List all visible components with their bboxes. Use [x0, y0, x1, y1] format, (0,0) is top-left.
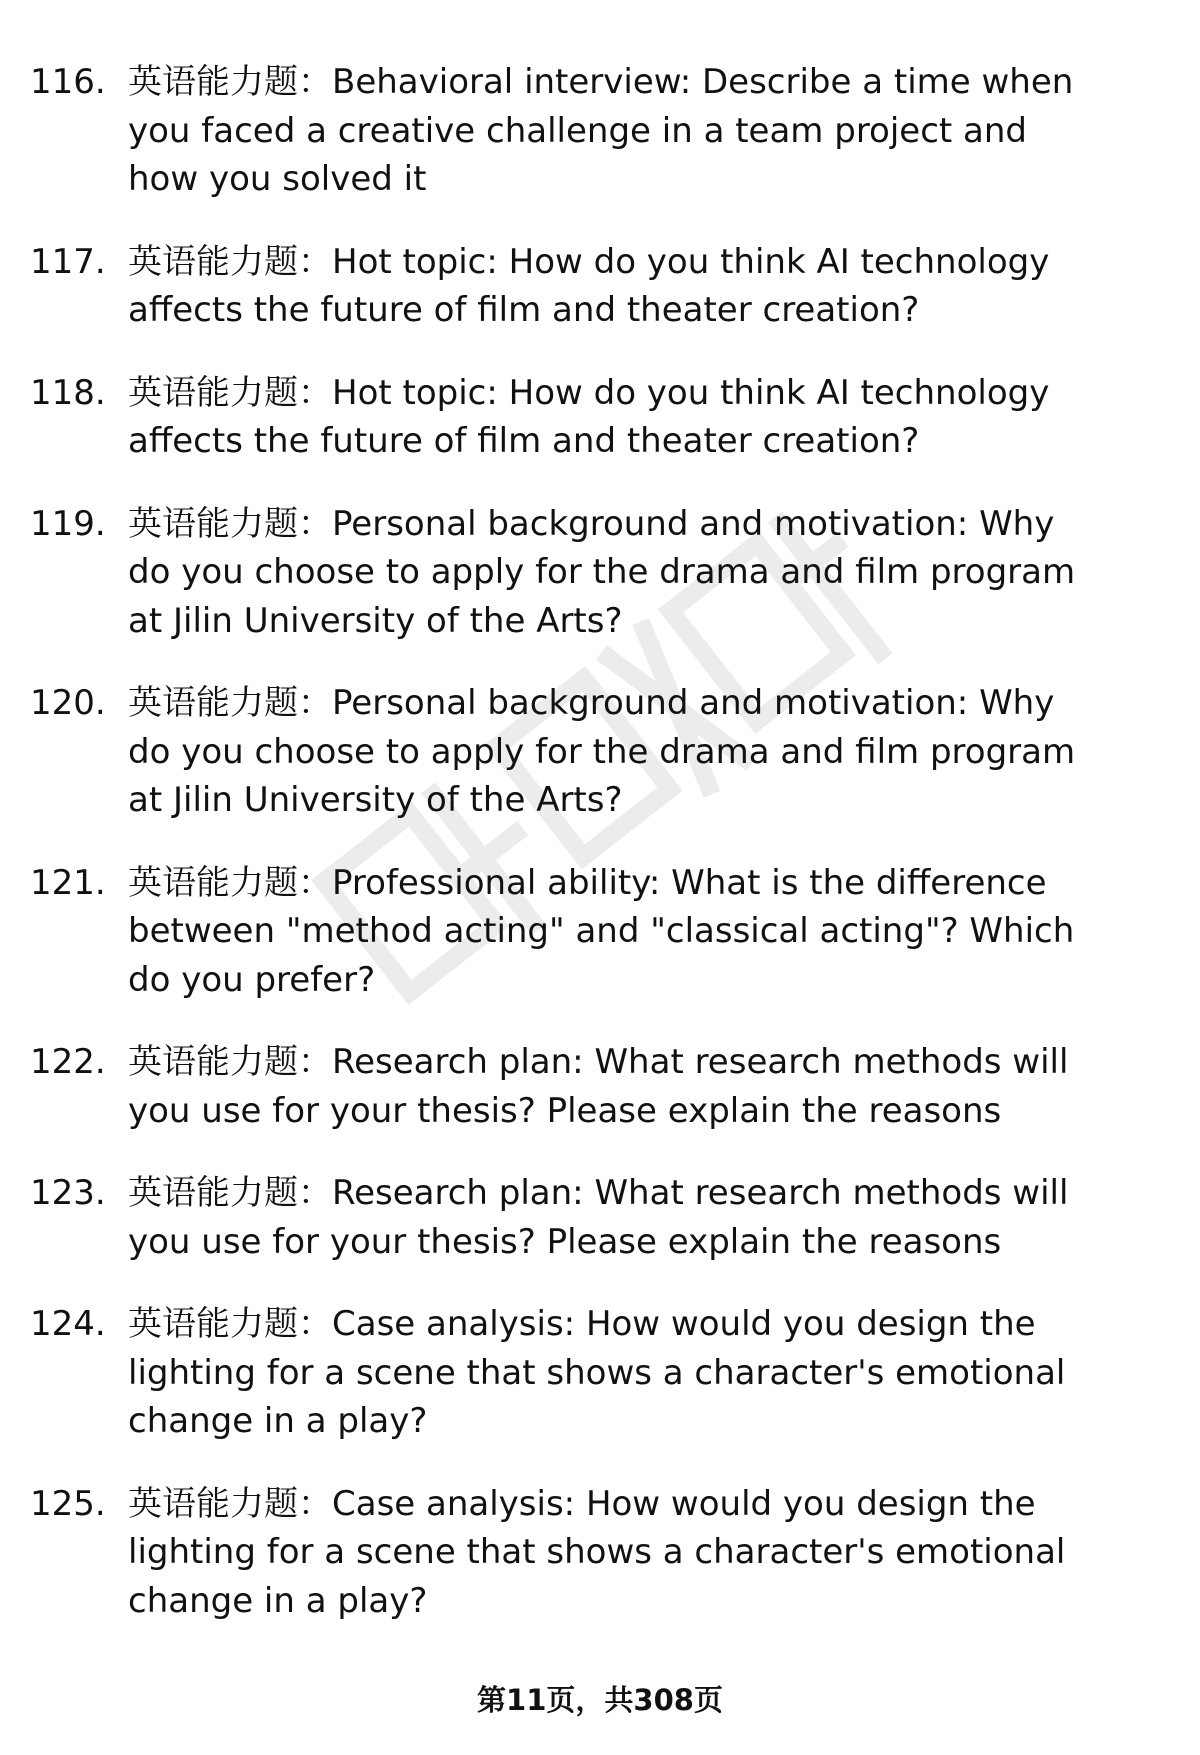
page-footer: 第11页，共308页	[477, 1683, 723, 1717]
question-item	[30, 369, 1092, 466]
question-text: Hot topic: How do you think AI technology affects the future of film and theater creation?	[128, 372, 1050, 461]
question-item	[30, 859, 1092, 1005]
question-text: Personal background and motivation: Why do you choose to apply for the drama and film program at Jilin University of the Arts?	[128, 503, 1076, 641]
question-number: 120.	[30, 683, 106, 723]
question-item	[30, 1480, 1092, 1626]
question-item	[30, 1300, 1092, 1446]
question-text: Hot topic: How do you think AI technology affects the future of film and theater creation?	[128, 241, 1050, 330]
question-item	[30, 1169, 1092, 1266]
question-number: 123.	[30, 1173, 106, 1213]
question-category: 英语能力题：	[128, 1173, 332, 1213]
question-number: 119.	[30, 503, 106, 544]
question-category: 英语能力题：	[128, 62, 332, 102]
question-text: Case analysis: How would you design the lighting for a scene that shows a character's emotional change in a play?	[128, 1304, 1066, 1441]
question-text: Behavioral interview: Describe a time when you faced a creative challenge in a team project and how you solved it	[128, 62, 1074, 199]
question-number: 118.	[30, 372, 106, 413]
question-number: 125.	[30, 1483, 106, 1524]
question-list	[0, 58, 1200, 1625]
question-category: 英语能力题：	[128, 241, 332, 282]
question-category: 英语能力题：	[128, 1304, 332, 1344]
question-number: 124.	[30, 1304, 106, 1344]
question-text: Research plan: What research methods will you use for your thesis? Please explain the reasons	[128, 1173, 1069, 1262]
question-item	[30, 58, 1092, 204]
question-number: 116.	[30, 62, 106, 102]
question-category: 英语能力题：	[128, 372, 332, 413]
question-text: Case analysis: How would you design the lighting for a scene that shows a character's emotional change in a play?	[128, 1483, 1066, 1621]
question-item	[30, 1038, 1092, 1135]
question-text: Personal background and motivation: Why do you choose to apply for the drama and film program at Jilin University of the Arts?	[128, 683, 1076, 820]
question-number: 121.	[30, 862, 106, 903]
question-category: 英语能力题：	[128, 1042, 332, 1082]
question-number: 122.	[30, 1042, 106, 1082]
question-category: 英语能力题：	[128, 1483, 332, 1524]
question-number: 117.	[30, 241, 106, 282]
question-item	[30, 679, 1092, 825]
question-category: 英语能力题：	[128, 862, 332, 903]
question-item	[30, 500, 1092, 646]
question-item	[30, 238, 1092, 335]
question-category: 英语能力题：	[128, 503, 332, 544]
question-text: Professional ability: What is the difference between "method acting" and "classical acting"? Which do you prefer?	[128, 862, 1075, 1000]
question-text: Research plan: What research methods will you use for your thesis? Please explain the reasons	[128, 1042, 1069, 1131]
question-category: 英语能力题：	[128, 683, 332, 723]
